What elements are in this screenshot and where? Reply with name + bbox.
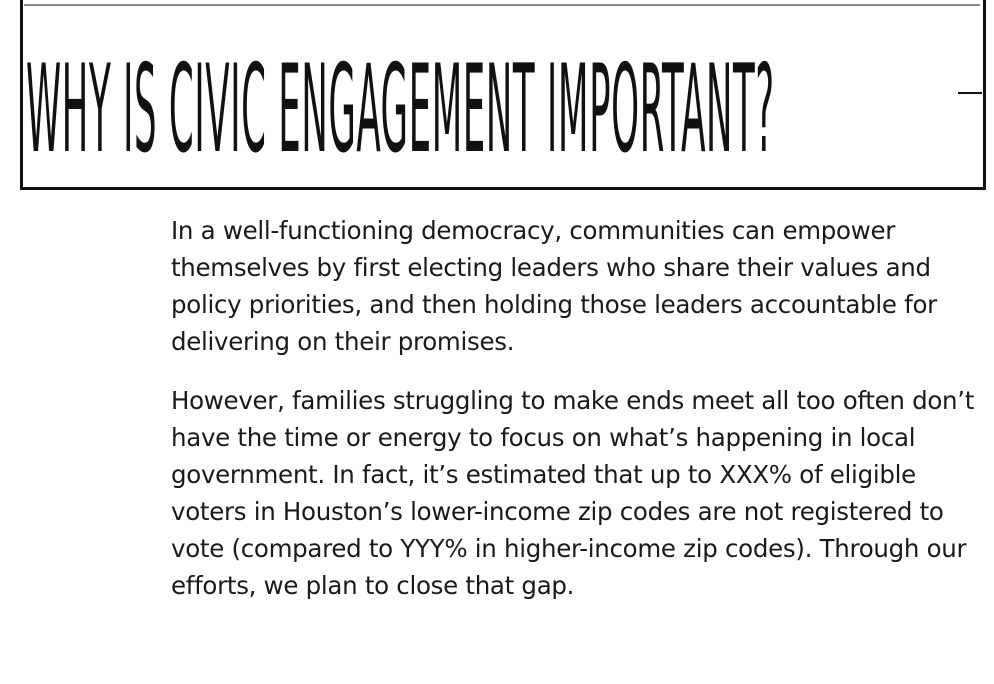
page-title: WHY IS CIVIC ENGAGEMENT IMPORTANT? xyxy=(26,37,775,180)
accent-dash xyxy=(958,92,982,94)
paragraph-problem: However, families struggling to make ends meet all too often don’t have the time or energy to focus on what’s happening in local government. In fact, it’s estimated that up to XXX% of eligible voters in Houston’s lower-income zip codes are not registered to vote (compared to YYY% in higher-income zip codes). Through our efforts, we plan to close that gap. xyxy=(171,386,975,600)
main-content xyxy=(171,212,983,626)
paragraph-intro: In a well-functioning democracy, communities can empower themselves by first electing leaders who share their values and policy priorities, and then holding those leaders accountable for delivering on their promises. xyxy=(171,216,937,356)
title-container xyxy=(26,36,906,180)
